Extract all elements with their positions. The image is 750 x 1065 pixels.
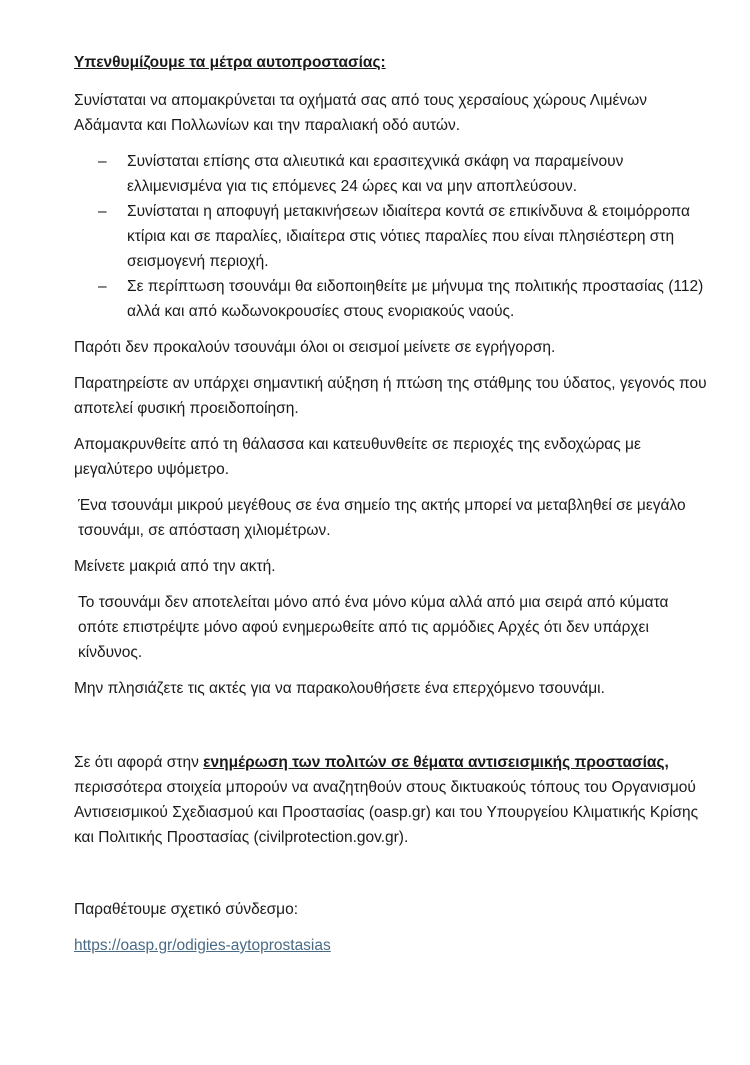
paragraph-small-tsunami: Ένα τσουνάμι μικρού μεγέθους σε ένα σημείο της ακτής μπορεί να μεταβληθεί σε μεγάλο τσουνάμι, σε απόσταση χιλιομέτρων. [78,497,686,539]
spacer [74,712,710,750]
list-item-text: Σε περίπτωση τσουνάμι θα ειδοποιηθείτε με μήνυμα της πολιτικής προστασίας (112) αλλά και από κωδωνοκρουσίες στους ενοριακούς ναούς. [127,278,704,320]
paragraph-water-level: Παρατηρείστε αν υπάρχει σημαντική αύξηση ή πτώση της στάθμης του ύδατος, γεγονός που αποτελεί φυσική προειδοποίηση. [74,375,707,417]
list-item-text: Συνίσταται επίσης στα αλιευτικά και ερασιτεχνικά σκάφη να παραμείνουν ελλιμενισμένα για τις επόμενες 24 ώρες και να μην αποπλεύσουν. [127,153,624,195]
paragraph-wave-series: Το τσουνάμι δεν αποτελείται μόνο από ένα μόνο κύμα αλλά από μια σειρά από κύματα οπότε επιστρέψτε μόνο αφού ενημερωθείτε από τις αρμόδιες Αρχές ότι δεν υπάρχει κίνδυνος. [78,594,669,661]
recommendations-list [74,149,710,324]
paragraph-move-inland: Απομακρυνθείτε από τη θάλασσα και κατευθυνθείτε σε περιοχές της ενδοχώρας με μεγαλύτερο υψόμετρο. [74,436,641,478]
link-intro: Παραθέτουμε σχετικό σύνδεσμο: [74,901,299,918]
info-paragraph [74,750,710,850]
info-highlight: ενημέρωση των πολιτών σε θέματα αντισεισμικής προστασίας, [203,754,669,771]
paragraph-alert: Παρότι δεν προκαλούν τσουνάμι όλοι οι σεισμοί μείνετε σε εγρήγορση. [74,339,556,356]
paragraph-stay-away: Μείνετε μακριά από την ακτή. [74,558,276,575]
link-paragraph [74,933,710,958]
list-item [74,149,710,199]
list-item [74,199,710,274]
info-suffix: περισσότερα στοιχεία μπορούν να αναζητηθούν στους δικτυακούς τόπους του Οργανισμού Αντισεισμικού Σχεδιασμού και Προστασίας (oasp.gr) και του Υπουργείου Κλιματικής Κρίσης και Πολιτικής Προστασίας (civilprotection.gov.gr). [74,779,699,846]
list-item-text: Συνίσταται η αποφυγή μετακινήσεων ιδιαίτερα κοντά σε επικίνδυνα & ετοιμόρροπα κτίρια και σε παραλίες, ιδιαίτερα στις νότιες παραλίες που είναι πλησιέστερη στη σεισμογενή περιοχή. [127,203,690,270]
dash-bullet: – [98,203,107,220]
section-heading: Υπενθυμίζουμε τα μέτρα αυτοπροστασίας: [74,54,386,71]
info-prefix: Σε ότι αφορά στην [74,754,204,771]
oasp-link[interactable]: https://oasp.gr/odigies-aytoprostasias [74,937,331,954]
dash-bullet: – [98,153,107,170]
paragraph-do-not-approach: Μην πλησιάζετε τις ακτές για να παρακολουθήσετε ένα επερχόμενο τσουνάμι. [74,680,605,697]
intro-paragraph: Συνίσταται να απομακρύνεται τα οχήματά σας από τους χερσαίους χώρους Λιμένων Αδάμαντα και Πολλωνίων και την παραλιακή οδό αυτών. [74,92,648,134]
dash-bullet: – [98,278,107,295]
list-item [74,274,710,324]
spacer [74,861,710,897]
